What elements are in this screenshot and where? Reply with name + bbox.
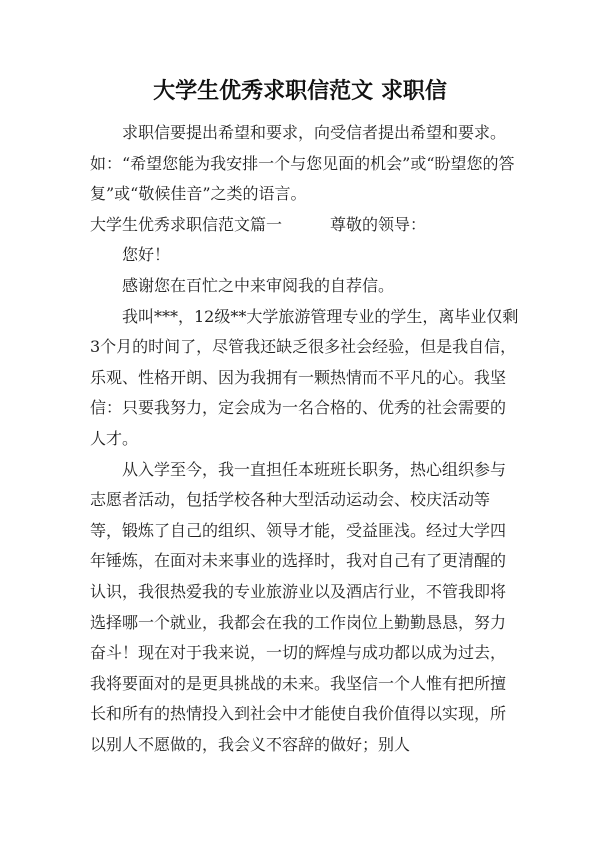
section-heading: 大学生优秀求职信范文篇一	[90, 214, 283, 234]
document-title: 大学生优秀求职信范文 求职信	[153, 78, 447, 104]
paragraph-experience: 从入学至今，我一直担任本班班长职务，热心组织参与志愿者活动，包括学校各种大型活动运动会、校庆活动等等，锻炼了自己的组织、领导才能，受益匪浅。经过大学四年锤炼，在面对未来事业的选择时，我对自己有了更清醒的认识，我很热爱我的专业旅游业以及酒店行业，不管我即将选择哪一个就业，我都会在我的工作岗位上勤勤恳恳，努力奋斗！现在对于我来说，一切的辉煌与成功都以成为过去，我将要面对的是更具挑战的未来。我坚信一个人惟有把所擅长和所有的热情投入到社会中才能使自我价值得以实现，所以别人不愿做的，我会义不容辞的做好；别人	[90, 459, 507, 754]
paragraph-self-intro: 我叫***，12级**大学旅游管理专业的学生，离毕业仅剩3个月的时间了，尽管我还缺乏很多社会经验，但是我自信，乐观、性格开朗、因为我拥有一颗热情而不平凡的心。我坚信：只要我努力，定会成为一名合格的、优秀的社会需要的人才。	[90, 306, 519, 448]
salutation: 尊敬的领导：	[330, 214, 427, 234]
paragraph-thanks: 感谢您在百忙之中来审阅我的自荐信。	[122, 275, 395, 295]
document-body	[90, 118, 520, 760]
paragraph-greeting: 您好！	[122, 245, 171, 265]
paragraph-intro: 求职信要提出希望和要求，向受信者提出希望和要求。如：“希望您能为我安排一个与您见面的机会”或“盼望您的答复”或“敬候佳音”之类的语言。	[90, 123, 515, 204]
section-heading-line	[90, 210, 520, 241]
